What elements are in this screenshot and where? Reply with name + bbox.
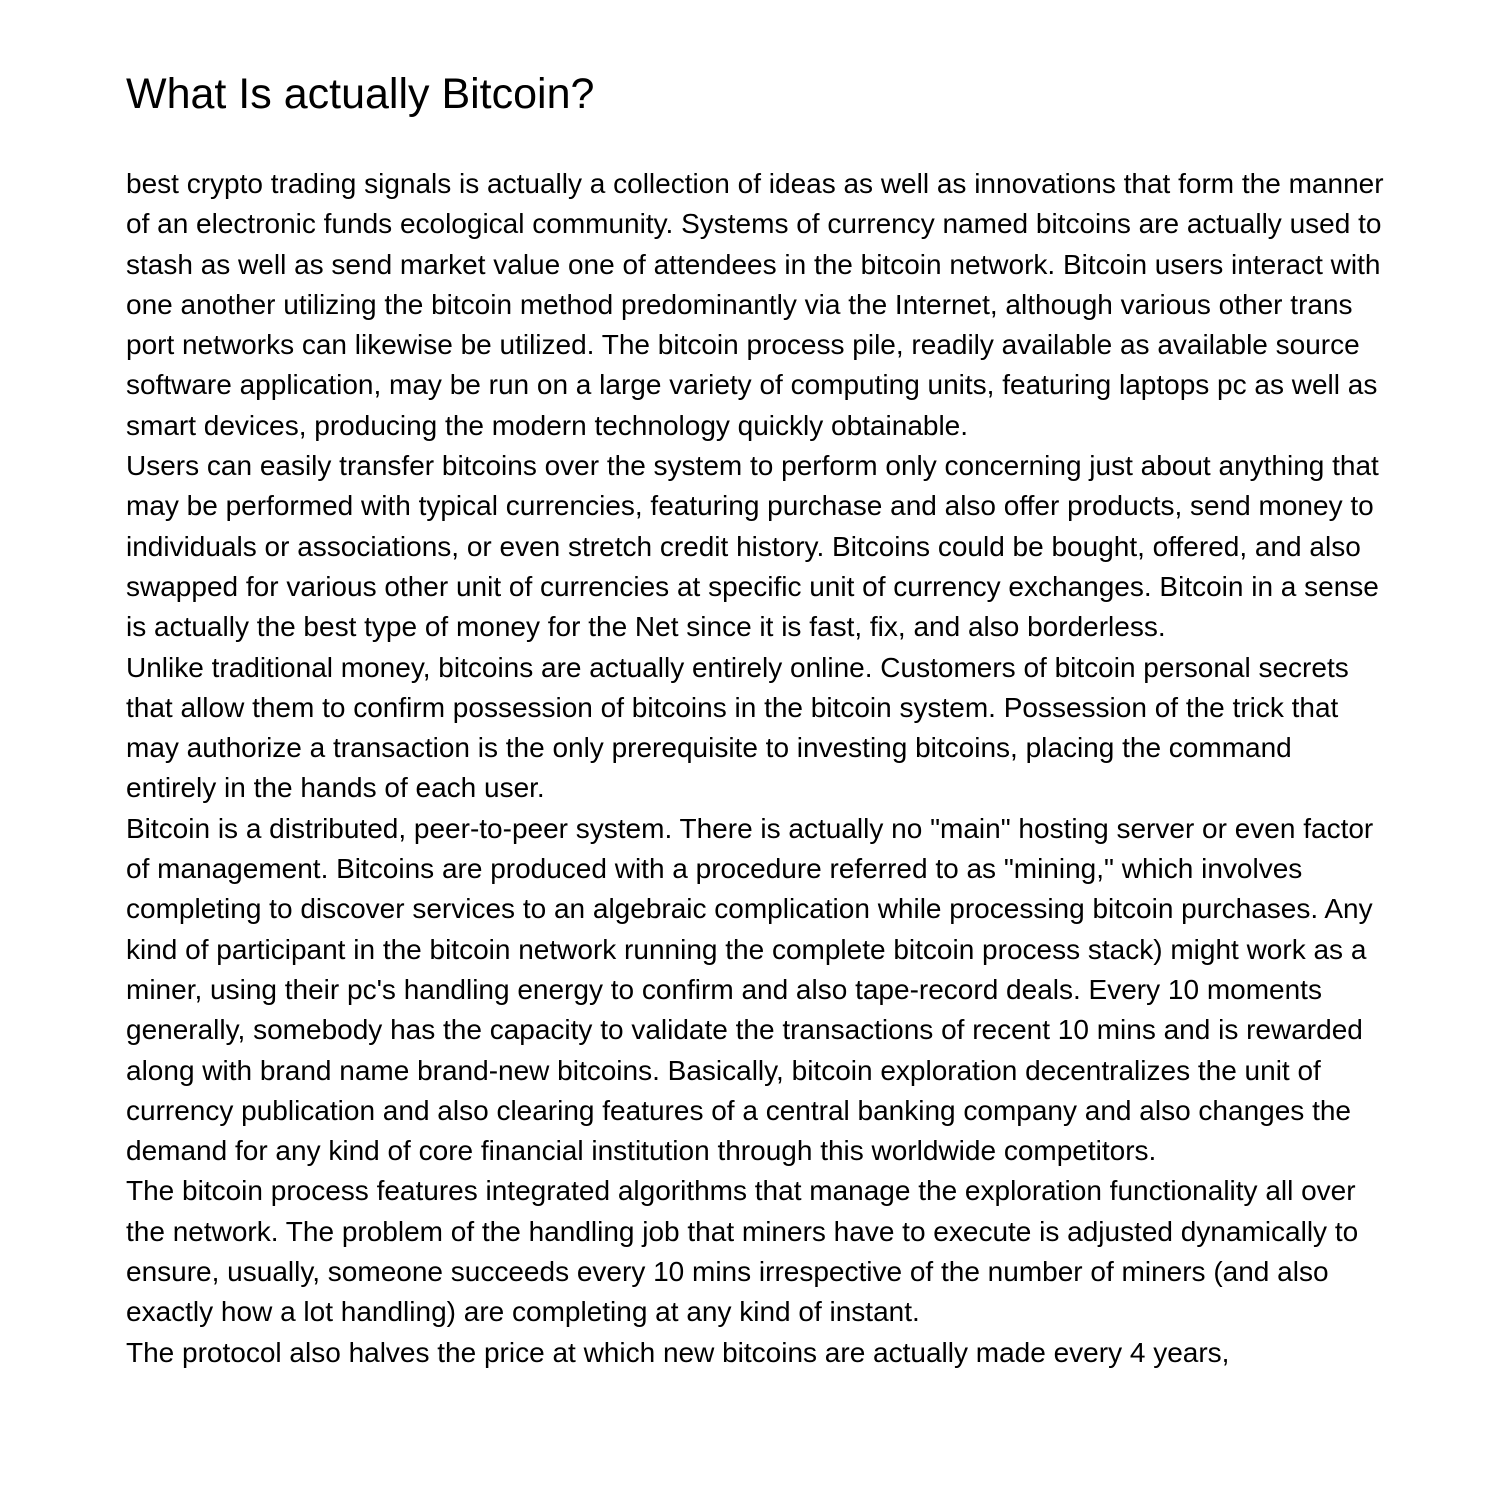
paragraph-2: Users can easily transfer bitcoins over the system to perform only concerning just about anything that may be performed with typical currencies, featuring purchase and also offer products, send money to individuals or associations, or even stretch credit history. Bitcoins could be bought, offered, and also swapped for various other unit of currencies at specific unit of currency exchanges. Bitcoin in a sense is actually the best type of money for the Net since it is fast, fix, and also borderless. [126, 450, 1379, 643]
paragraph-3: Unlike traditional money, bitcoins are actually entirely online. Customers of bitcoin personal secrets that allow them to confirm possession of bitcoins in the bitcoin system. Possession of the trick that may authorize a transaction is the only prerequisite to investing bitcoins, placing the command entirely in the hands of each user. [126, 651, 1349, 804]
paragraph-1: best crypto trading signals is actually a collection of ideas as well as innovations that form the manner of an electronic funds ecological community. Systems of currency named bitcoins are actually used to stash as well as send market value one of attendees in the bitcoin network. Bitcoin users interact with one another utilizing the bitcoin method predominantly via the Internet, although various other trans port networks can likewise be utilized. The bitcoin process pile, readily available as available source software application, may be run on a large variety of computing units, featuring laptops pc as well as smart devices, producing the modern technology quickly obtainable. [126, 168, 1384, 441]
paragraph-4: Bitcoin is a distributed, peer-to-peer system. There is actually no "main" hosting server or even factor of management. Bitcoins are produced with a procedure referred to as "mining," which involves completing to discover services to an algebraic complication while processing bitcoin purchases. Any kind of participant in the bitcoin network running the complete bitcoin process stack) might work as a miner, using their pc's handling energy to confirm and also tape-record deals. Every 10 moments generally, somebody has the capacity to validate the transactions of recent 10 mins and is rewarded along with brand name brand-new bitcoins. Basically, bitcoin exploration decentralizes the unit of currency publication and also clearing features of a central banking company and also changes the demand for any kind of core financial institution through this worldwide competitors. [126, 812, 1374, 1167]
document-body [126, 164, 1386, 1373]
document-title: What Is actually Bitcoin? [126, 70, 595, 118]
paragraph-5: The bitcoin process features integrated algorithms that manage the exploration functionality all over the network. The problem of the handling job that miners have to execute is adjusted dynamically to ensure, usually, someone succeeds every 10 mins irrespective of the number of miners (and also exactly how a lot handling) are completing at any kind of instant. [126, 1175, 1359, 1328]
paragraph-6: The protocol also halves the price at which new bitcoins are actually made every 4 years, [126, 1336, 1230, 1368]
